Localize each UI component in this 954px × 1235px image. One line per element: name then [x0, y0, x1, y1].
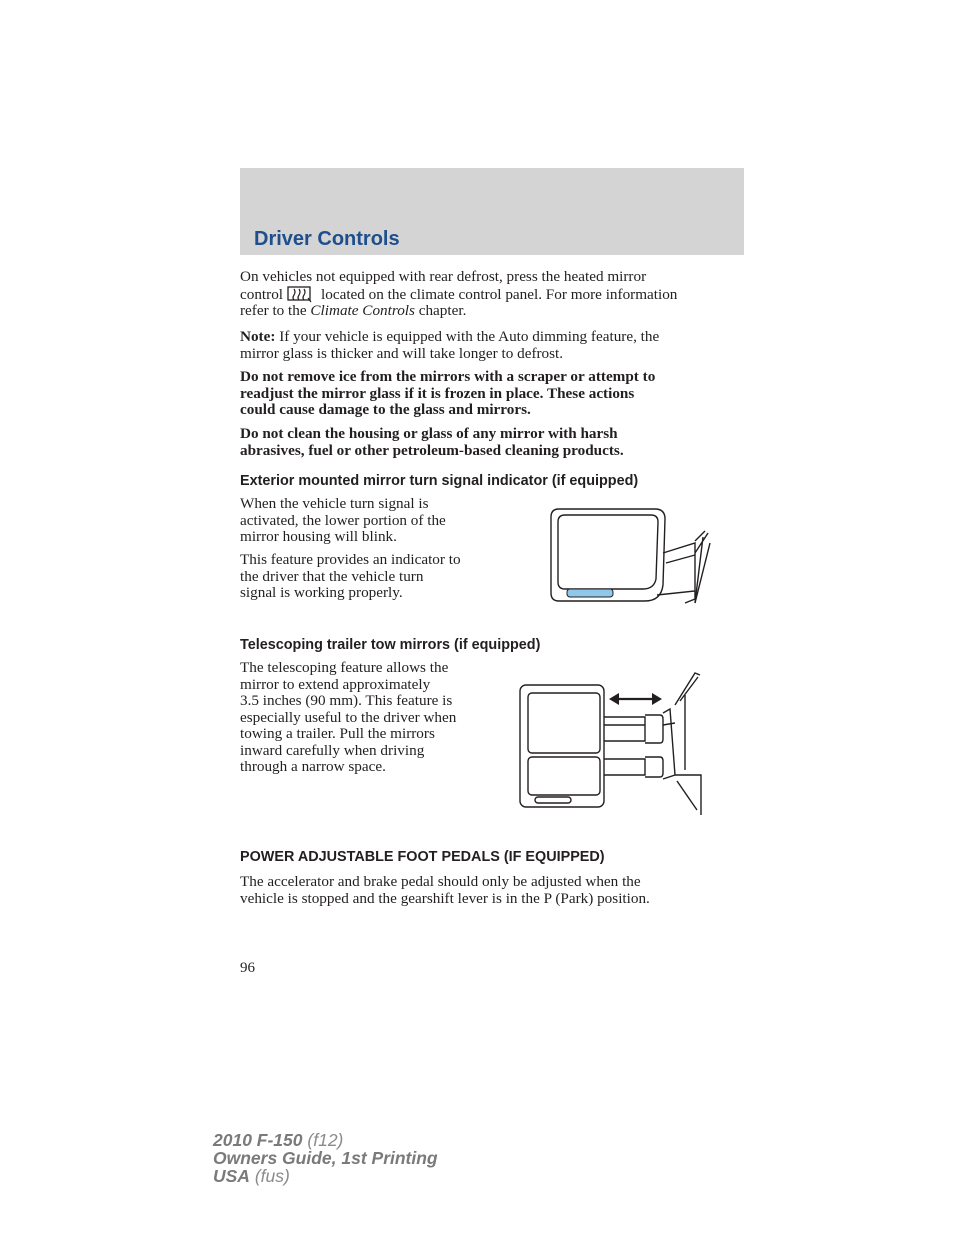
telescoping-paragraph	[240, 660, 456, 776]
intro-control-word: control	[240, 285, 284, 303]
telescoping-mirror-illustration	[515, 665, 705, 820]
extend-arrow-icon	[609, 693, 662, 705]
intro-line-1: On vehicles not equipped with rear defrost, press the heated mirror	[240, 268, 647, 285]
footer-region-code: (fus)	[254, 1166, 290, 1186]
telescoping-line-6: inward carefully when driving	[240, 741, 425, 759]
note-line-2: mirror glass is thicker and will take longer to defrost.	[240, 344, 564, 362]
turn-signal-p1-line-1: When the vehicle turn signal is	[240, 495, 429, 512]
warning-cleaning-line-2: abrasives, fuel or other petroleum-based cleaning products.	[240, 441, 624, 459]
telescoping-line-7: through a narrow space.	[240, 758, 386, 775]
telescoping-line-1: The telescoping feature allows the	[240, 659, 449, 676]
chapter-header-band	[240, 168, 744, 255]
intro-line-3-start: refer to the	[240, 302, 307, 319]
turn-signal-heading: Exterior mounted mirror turn signal indicator (if equipped)	[240, 473, 639, 489]
document-footer	[213, 1131, 438, 1185]
warning-ice-paragraph	[240, 369, 655, 419]
intro-line-3-end: chapter.	[418, 302, 467, 319]
warning-cleaning-line-1: Do not clean the housing or glass of any mirror with harsh	[240, 425, 618, 442]
foot-pedals-line-2: vehicle is stopped and the gearshift lever is in the P (Park) position.	[240, 889, 650, 907]
turn-signal-p1-line-3: mirror housing will blink.	[240, 528, 397, 545]
foot-pedals-heading: POWER ADJUSTABLE FOOT PEDALS (IF EQUIPPED)	[240, 849, 605, 865]
footer-guide: Owners Guide, 1st Printing	[213, 1148, 438, 1168]
warning-cleaning-paragraph	[240, 426, 624, 459]
note-label: Note:	[240, 328, 276, 345]
note-paragraph	[240, 329, 659, 362]
page-number: 96	[240, 960, 255, 976]
warning-ice-line-3: could cause damage to the glass and mirrors.	[240, 401, 531, 418]
turn-signal-paragraph-1	[240, 496, 446, 546]
telescoping-line-5: towing a trailer. Pull the mirrors	[240, 725, 435, 742]
note-line-1: If your vehicle is equipped with the Auto dimming feature, the	[279, 328, 660, 345]
turn-signal-p2-line-1: This feature provides an indicator to	[240, 551, 461, 568]
footer-region: USA	[213, 1166, 250, 1186]
telescoping-line-3: 3.5 inches (90 mm). This feature is	[240, 692, 453, 709]
turn-signal-p2-line-2: the driver that the vehicle turn	[240, 567, 424, 585]
warning-ice-line-2: readjust the mirror glass if it is frozen in place. These actions	[240, 384, 635, 402]
intro-paragraph	[240, 269, 677, 320]
foot-pedals-line-1: The accelerator and brake pedal should only be adjusted when the	[240, 873, 641, 890]
telescoping-line-2: mirror to extend approximately	[240, 675, 431, 693]
turn-signal-mirror-illustration	[545, 503, 715, 615]
warning-ice-line-1: Do not remove ice from the mirrors with a scraper or attempt to	[240, 368, 656, 385]
footer-model-code: (f12)	[307, 1130, 344, 1150]
chapter-title: Driver Controls	[254, 228, 400, 250]
turn-signal-indicator-strip	[567, 589, 613, 597]
intro-line-2: located on the climate control panel. For more information	[321, 285, 678, 303]
turn-signal-p1-line-2: activated, the lower portion of the	[240, 511, 446, 529]
heated-mirror-defrost-icon	[287, 286, 313, 303]
telescoping-line-4: especially useful to the driver when	[240, 708, 457, 726]
climate-controls-reference: Climate Controls	[310, 302, 415, 319]
turn-signal-paragraph-2	[240, 552, 461, 602]
footer-model: 2010 F-150	[213, 1130, 303, 1150]
turn-signal-p2-line-3: signal is working properly.	[240, 584, 403, 601]
foot-pedals-paragraph	[240, 874, 650, 907]
telescoping-heading: Telescoping trailer tow mirrors (if equipped)	[240, 637, 541, 653]
